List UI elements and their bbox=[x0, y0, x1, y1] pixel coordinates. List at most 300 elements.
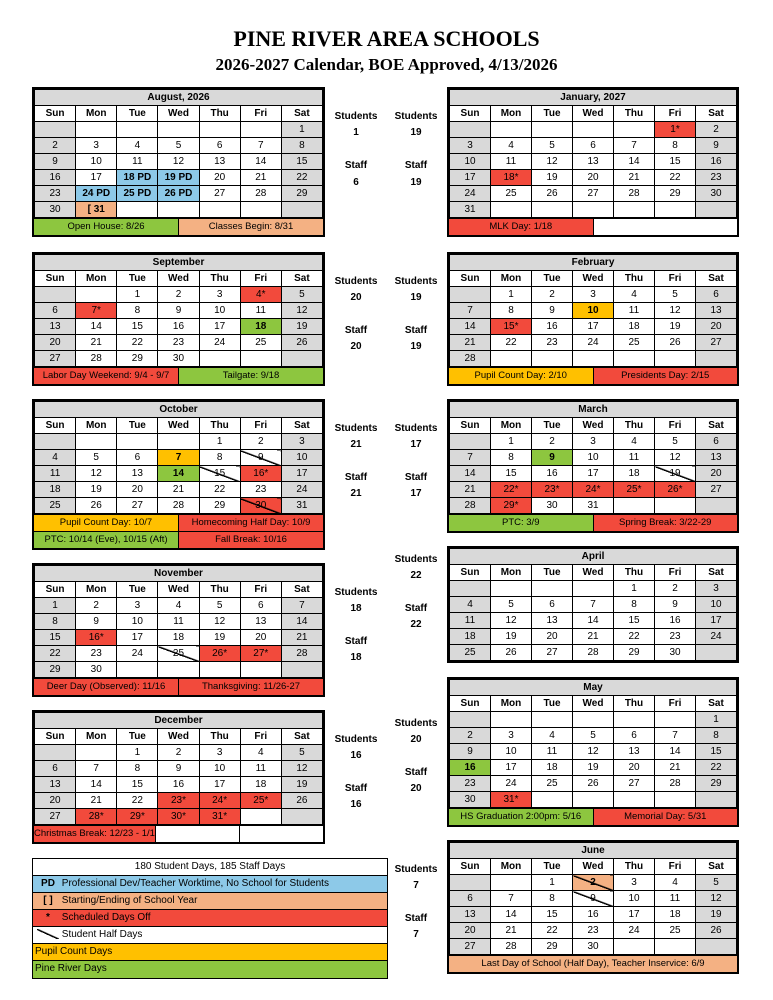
day-cell: 10 bbox=[573, 450, 614, 466]
students-count: 18 bbox=[350, 603, 362, 614]
day-cell: 4 bbox=[614, 434, 655, 450]
day-cell: 2 bbox=[696, 122, 737, 138]
weekday-header: Thu bbox=[199, 106, 240, 122]
weekday-header: Mon bbox=[491, 418, 532, 434]
day-cell bbox=[696, 645, 737, 661]
day-cell bbox=[696, 498, 737, 514]
day-cell: 1 bbox=[491, 287, 532, 303]
day-cell: 30 bbox=[573, 939, 614, 955]
day-cell: 30 bbox=[240, 498, 281, 514]
day-cell bbox=[614, 202, 655, 218]
day-cell bbox=[655, 712, 696, 728]
day-cell: 1 bbox=[199, 434, 240, 450]
month-note: Presidents Day: 2/15 bbox=[594, 368, 738, 384]
students-count: 22 bbox=[410, 570, 422, 581]
staff-count: 19 bbox=[410, 341, 422, 352]
students-count: 1 bbox=[353, 127, 359, 138]
day-cell: 30 bbox=[76, 662, 117, 678]
month-notes bbox=[34, 218, 323, 235]
day-cell: 20 bbox=[532, 629, 573, 645]
day-cell: 28 bbox=[614, 186, 655, 202]
day-cell: 16 bbox=[450, 760, 491, 776]
day-cell: 29 bbox=[281, 186, 322, 202]
day-cell: 31* bbox=[491, 792, 532, 808]
day-cell: 9 bbox=[655, 597, 696, 613]
weekday-header: Wed bbox=[158, 271, 199, 287]
weekday-header: Sun bbox=[450, 418, 491, 434]
day-cell bbox=[696, 351, 737, 367]
day-cell bbox=[573, 581, 614, 597]
day-cell: 8 bbox=[696, 728, 737, 744]
students-label: Students bbox=[334, 111, 378, 122]
day-cell bbox=[281, 351, 322, 367]
day-cell: 13 bbox=[696, 303, 737, 319]
day-cell bbox=[573, 122, 614, 138]
day-cell: 15 bbox=[655, 154, 696, 170]
day-cell: 28 bbox=[240, 186, 281, 202]
staff-count: 7 bbox=[413, 929, 419, 940]
calendar-sep bbox=[32, 252, 325, 386]
weekday-header: Mon bbox=[491, 696, 532, 712]
day-cell: 27 bbox=[450, 939, 491, 955]
day-cell bbox=[532, 122, 573, 138]
day-cell: 11 bbox=[614, 450, 655, 466]
day-cell: 17 bbox=[117, 630, 158, 646]
day-cell: 16* bbox=[240, 466, 281, 482]
day-cell: 18 bbox=[158, 630, 199, 646]
header bbox=[0, 27, 773, 77]
legend-star-text: Scheduled Days Off bbox=[61, 912, 151, 923]
day-cell: 24 bbox=[281, 482, 322, 498]
weekday-header: Mon bbox=[491, 271, 532, 287]
weekday-header: Sat bbox=[696, 271, 737, 287]
staff-label: Staff bbox=[404, 472, 428, 483]
weekday-header: Tue bbox=[117, 582, 158, 598]
day-cell bbox=[281, 662, 322, 678]
day-cell: 20 bbox=[573, 170, 614, 186]
day-cell: 6 bbox=[450, 891, 491, 907]
day-cell: 29 bbox=[614, 645, 655, 661]
day-cell: 11 bbox=[35, 466, 76, 482]
day-cell bbox=[696, 202, 737, 218]
day-cell: 25 bbox=[158, 646, 199, 662]
day-cell: 21 bbox=[614, 170, 655, 186]
legend-pine-river: Pine River Days bbox=[33, 961, 387, 978]
day-cell: 26 bbox=[655, 335, 696, 351]
day-cell: 28 bbox=[450, 498, 491, 514]
month-note: Tailgate: 9/18 bbox=[179, 368, 323, 384]
day-cell: 17 bbox=[281, 466, 322, 482]
day-cell: 7 bbox=[573, 597, 614, 613]
day-cell: 14 bbox=[573, 613, 614, 629]
day-cell: 18 PD bbox=[117, 170, 158, 186]
staff-label: Staff bbox=[344, 160, 368, 171]
legend-half-text: Student Half Days bbox=[61, 929, 143, 940]
day-cell: 19 bbox=[655, 319, 696, 335]
day-cell: 19 bbox=[532, 170, 573, 186]
day-cell: 21 bbox=[655, 760, 696, 776]
weekday-header: Sun bbox=[450, 106, 491, 122]
day-cell: 14 bbox=[158, 466, 199, 482]
weekday-header: Tue bbox=[532, 565, 573, 581]
day-cell: 23 bbox=[655, 629, 696, 645]
day-cell: 21 bbox=[281, 630, 322, 646]
day-cell: 6 bbox=[117, 450, 158, 466]
day-cell: 9 bbox=[573, 891, 614, 907]
day-cell: 8 bbox=[199, 450, 240, 466]
day-cell: 2 bbox=[450, 728, 491, 744]
day-cell: 8 bbox=[281, 138, 322, 154]
day-cell: 4 bbox=[35, 450, 76, 466]
day-cell: 23 bbox=[450, 776, 491, 792]
day-cell: 29 bbox=[532, 939, 573, 955]
weekday-header: Sun bbox=[35, 106, 76, 122]
day-cell: 6 bbox=[240, 598, 281, 614]
month-note: PTC: 10/14 (Eve), 10/15 (Aft) bbox=[34, 532, 179, 548]
day-cell: 26* bbox=[199, 646, 240, 662]
day-cell: 18 bbox=[240, 777, 281, 793]
weekday-header: Tue bbox=[532, 271, 573, 287]
students-count: 21 bbox=[350, 439, 362, 450]
day-cell bbox=[76, 122, 117, 138]
day-cell bbox=[532, 202, 573, 218]
day-cell: 17 bbox=[696, 613, 737, 629]
day-cell: 23 bbox=[76, 646, 117, 662]
day-cell bbox=[158, 202, 199, 218]
day-cell: 14 bbox=[450, 466, 491, 482]
day-cell: 11 bbox=[532, 744, 573, 760]
day-cell bbox=[532, 351, 573, 367]
weekday-header: Sat bbox=[696, 106, 737, 122]
day-cell: 26 bbox=[696, 923, 737, 939]
month-title: May bbox=[450, 680, 737, 696]
students-count: 17 bbox=[410, 439, 422, 450]
day-cell: 14 bbox=[281, 614, 322, 630]
day-cell: 19 bbox=[199, 630, 240, 646]
weekday-header: Fri bbox=[240, 106, 281, 122]
staff-label: Staff bbox=[404, 160, 428, 171]
month-note: Fall Break: 10/16 bbox=[179, 532, 323, 548]
day-cell: 10 bbox=[76, 154, 117, 170]
day-cell: 17 bbox=[573, 466, 614, 482]
day-cell: 26 bbox=[281, 793, 322, 809]
calendar-aug bbox=[32, 87, 325, 237]
day-cell: 23 bbox=[696, 170, 737, 186]
day-cell: 16 bbox=[655, 613, 696, 629]
day-cell: 24 bbox=[450, 186, 491, 202]
day-cell: 1 bbox=[491, 434, 532, 450]
day-cell: 11 bbox=[240, 303, 281, 319]
month-note: PTC: 3/9 bbox=[449, 515, 594, 531]
month-title: September bbox=[35, 255, 323, 271]
day-cell: 17 bbox=[199, 319, 240, 335]
weekday-header: Mon bbox=[491, 106, 532, 122]
day-cell: 29* bbox=[491, 498, 532, 514]
day-cell bbox=[117, 122, 158, 138]
day-cell: 18 bbox=[655, 907, 696, 923]
weekday-header: Mon bbox=[76, 271, 117, 287]
day-cell: 2 bbox=[35, 138, 76, 154]
day-cell: 6 bbox=[696, 287, 737, 303]
day-cell bbox=[573, 792, 614, 808]
day-cell: 26 bbox=[532, 186, 573, 202]
students-count: 7 bbox=[413, 880, 419, 891]
day-cell: 17 bbox=[614, 907, 655, 923]
day-cell: 7 bbox=[614, 138, 655, 154]
day-cell: 30 bbox=[696, 186, 737, 202]
students-count: 19 bbox=[410, 292, 422, 303]
day-cell: 13 bbox=[573, 154, 614, 170]
legend-pd bbox=[33, 876, 387, 893]
day-cell: 22 bbox=[614, 629, 655, 645]
day-cell bbox=[117, 202, 158, 218]
day-cell: 15 bbox=[117, 777, 158, 793]
legend bbox=[32, 858, 388, 979]
day-cell: 5 bbox=[491, 597, 532, 613]
day-cell: 16 bbox=[158, 319, 199, 335]
weekday-header: Mon bbox=[76, 418, 117, 434]
day-cell: 29* bbox=[117, 809, 158, 825]
calendar-apr bbox=[447, 546, 739, 663]
weekday-header: Wed bbox=[573, 106, 614, 122]
day-cell: 2 bbox=[532, 287, 573, 303]
day-cell: 4 bbox=[491, 138, 532, 154]
legend-header: 180 Student Days, 185 Staff Days bbox=[33, 859, 387, 876]
day-cell: 4 bbox=[158, 598, 199, 614]
calendar-jan bbox=[447, 87, 739, 237]
day-cell: 22 bbox=[655, 170, 696, 186]
day-cell: 27 bbox=[614, 776, 655, 792]
day-cell: 31 bbox=[573, 498, 614, 514]
students-count: 20 bbox=[350, 292, 362, 303]
weekday-header: Fri bbox=[655, 418, 696, 434]
day-cell bbox=[491, 581, 532, 597]
day-cell: 22* bbox=[491, 482, 532, 498]
day-cell: 23 bbox=[158, 335, 199, 351]
weekday-header: Wed bbox=[158, 106, 199, 122]
weekday-header: Thu bbox=[614, 859, 655, 875]
weekday-header: Tue bbox=[117, 729, 158, 745]
day-cell: 10 bbox=[117, 614, 158, 630]
weekday-header: Sun bbox=[450, 565, 491, 581]
month-note: Spring Break: 3/22-29 bbox=[594, 515, 738, 531]
day-cell: 30 bbox=[35, 202, 76, 218]
day-cell: 8 bbox=[532, 891, 573, 907]
day-cell: 29 bbox=[199, 498, 240, 514]
day-cell: 20 bbox=[117, 482, 158, 498]
day-cell: 16 bbox=[158, 777, 199, 793]
day-cell: 5 bbox=[199, 598, 240, 614]
students-count: 19 bbox=[410, 127, 422, 138]
day-cell bbox=[240, 351, 281, 367]
weekday-header: Sun bbox=[35, 582, 76, 598]
day-cell: 2 bbox=[655, 581, 696, 597]
weekday-header: Sat bbox=[281, 106, 322, 122]
weekday-header: Thu bbox=[614, 418, 655, 434]
day-cell: 25 bbox=[491, 186, 532, 202]
day-cell: 7 bbox=[450, 450, 491, 466]
day-cell bbox=[532, 581, 573, 597]
day-cell bbox=[491, 351, 532, 367]
day-cell: 18 bbox=[532, 760, 573, 776]
day-cell bbox=[655, 498, 696, 514]
calendar-jun bbox=[447, 840, 739, 974]
day-cell: 18 bbox=[614, 466, 655, 482]
day-cell: 1 bbox=[117, 745, 158, 761]
month-notes bbox=[449, 955, 737, 972]
staff-count: 16 bbox=[350, 799, 362, 810]
day-cell: 3 bbox=[696, 581, 737, 597]
month-title: December bbox=[35, 713, 323, 729]
month-title: October bbox=[35, 402, 323, 418]
month-note: Christmas Break: 12/23 - 1/1 bbox=[34, 826, 156, 842]
weekday-header: Wed bbox=[573, 565, 614, 581]
calendar-mar bbox=[447, 399, 739, 533]
day-cell: 17 bbox=[491, 760, 532, 776]
day-cell bbox=[655, 202, 696, 218]
day-cell: 5 bbox=[573, 728, 614, 744]
weekday-header: Thu bbox=[614, 565, 655, 581]
day-cell: 16 bbox=[35, 170, 76, 186]
day-cell: 22 bbox=[117, 793, 158, 809]
day-cell bbox=[655, 792, 696, 808]
day-cell bbox=[655, 351, 696, 367]
day-cell: 12 bbox=[281, 303, 322, 319]
day-cell: 3 bbox=[573, 287, 614, 303]
day-cell: 4 bbox=[240, 745, 281, 761]
day-cell: 6 bbox=[35, 761, 76, 777]
day-cell: 27 bbox=[35, 351, 76, 367]
day-cell: 25 bbox=[532, 776, 573, 792]
day-cell: 25* bbox=[614, 482, 655, 498]
legend-bracket bbox=[33, 893, 387, 910]
staff-count: 20 bbox=[410, 783, 422, 794]
page-title: PINE RIVER AREA SCHOOLS bbox=[233, 26, 540, 51]
day-cell bbox=[614, 498, 655, 514]
weekday-header: Sat bbox=[696, 565, 737, 581]
month-note: Open House: 8/26 bbox=[34, 219, 179, 235]
weekday-header: Sat bbox=[281, 582, 322, 598]
day-cell: 15 bbox=[532, 907, 573, 923]
legend-pd-symbol: PD bbox=[41, 878, 55, 889]
day-cell: 28 bbox=[655, 776, 696, 792]
day-cell: 28 bbox=[491, 939, 532, 955]
day-cell: 10 bbox=[199, 761, 240, 777]
day-cell bbox=[614, 122, 655, 138]
day-cell: 15* bbox=[491, 319, 532, 335]
day-cell bbox=[281, 809, 322, 825]
day-cell: 21 bbox=[450, 482, 491, 498]
day-cell: 23 bbox=[240, 482, 281, 498]
day-cell: 8 bbox=[655, 138, 696, 154]
day-cell: 15 bbox=[117, 319, 158, 335]
day-cell: 12 bbox=[655, 303, 696, 319]
month-note: Pupil Count Day: 2/10 bbox=[449, 368, 594, 384]
day-cell: 19 PD bbox=[158, 170, 199, 186]
day-cell: 24 bbox=[199, 335, 240, 351]
staff-count: 18 bbox=[350, 652, 362, 663]
day-cell: 27 bbox=[696, 482, 737, 498]
day-cell bbox=[76, 745, 117, 761]
day-cell: 14 bbox=[614, 154, 655, 170]
day-cell: 15 bbox=[35, 630, 76, 646]
day-cell: 11 bbox=[614, 303, 655, 319]
day-cell: 4 bbox=[532, 728, 573, 744]
day-cell: 7 bbox=[655, 728, 696, 744]
day-cell: 15 bbox=[491, 466, 532, 482]
day-cell: 12 bbox=[281, 761, 322, 777]
day-cell: 3 bbox=[199, 287, 240, 303]
day-cell bbox=[199, 122, 240, 138]
day-cell: 21 bbox=[573, 629, 614, 645]
day-cell: 17 bbox=[76, 170, 117, 186]
weekday-header: Wed bbox=[573, 418, 614, 434]
weekday-header: Sun bbox=[35, 729, 76, 745]
day-cell: 9 bbox=[158, 303, 199, 319]
day-cell: 6 bbox=[35, 303, 76, 319]
legend-days-off bbox=[33, 910, 387, 927]
day-cell: 27 bbox=[532, 645, 573, 661]
day-cell: 30* bbox=[158, 809, 199, 825]
day-cell: 19 bbox=[281, 777, 322, 793]
staff-count: 6 bbox=[353, 177, 359, 188]
weekday-header: Wed bbox=[158, 582, 199, 598]
day-cell: 5 bbox=[655, 287, 696, 303]
day-cell: 25 bbox=[240, 335, 281, 351]
staff-label: Staff bbox=[404, 603, 428, 614]
day-cell: 11 bbox=[158, 614, 199, 630]
day-cell bbox=[117, 434, 158, 450]
weekday-header: Fri bbox=[240, 729, 281, 745]
weekday-header: Tue bbox=[117, 418, 158, 434]
day-cell: 20 bbox=[35, 335, 76, 351]
day-cell: 9 bbox=[158, 761, 199, 777]
day-cell bbox=[281, 202, 322, 218]
day-cell: 8 bbox=[35, 614, 76, 630]
day-cell: 3 bbox=[491, 728, 532, 744]
day-cell: 15 bbox=[199, 466, 240, 482]
day-cell: 31 bbox=[450, 202, 491, 218]
day-cell: 17 bbox=[199, 777, 240, 793]
day-cell: 8 bbox=[491, 303, 532, 319]
day-cell bbox=[614, 351, 655, 367]
day-cell: 14 bbox=[491, 907, 532, 923]
staff-count: 21 bbox=[350, 488, 362, 499]
day-cell: 21 bbox=[491, 923, 532, 939]
day-cell: 7 bbox=[450, 303, 491, 319]
staff-label: Staff bbox=[344, 783, 368, 794]
day-cell: 18 bbox=[614, 319, 655, 335]
day-cell: 2 bbox=[573, 875, 614, 891]
day-cell: 3 bbox=[199, 745, 240, 761]
day-cell bbox=[696, 792, 737, 808]
day-cell: 23 bbox=[532, 335, 573, 351]
day-cell: 7* bbox=[76, 303, 117, 319]
day-cell bbox=[240, 662, 281, 678]
day-cell: 3 bbox=[117, 598, 158, 614]
day-cell: 30 bbox=[532, 498, 573, 514]
day-cell: 12 bbox=[76, 466, 117, 482]
day-cell: 22 bbox=[696, 760, 737, 776]
day-cell: 7 bbox=[240, 138, 281, 154]
day-cell bbox=[76, 434, 117, 450]
month-note: MLK Day: 1/18 bbox=[449, 219, 594, 235]
day-cell: 1* bbox=[655, 122, 696, 138]
day-cell: 12 bbox=[573, 744, 614, 760]
staff-count: 17 bbox=[410, 488, 422, 499]
month-note bbox=[156, 826, 240, 842]
legend-bracket-text: Starting/Ending of School Year bbox=[61, 895, 198, 906]
